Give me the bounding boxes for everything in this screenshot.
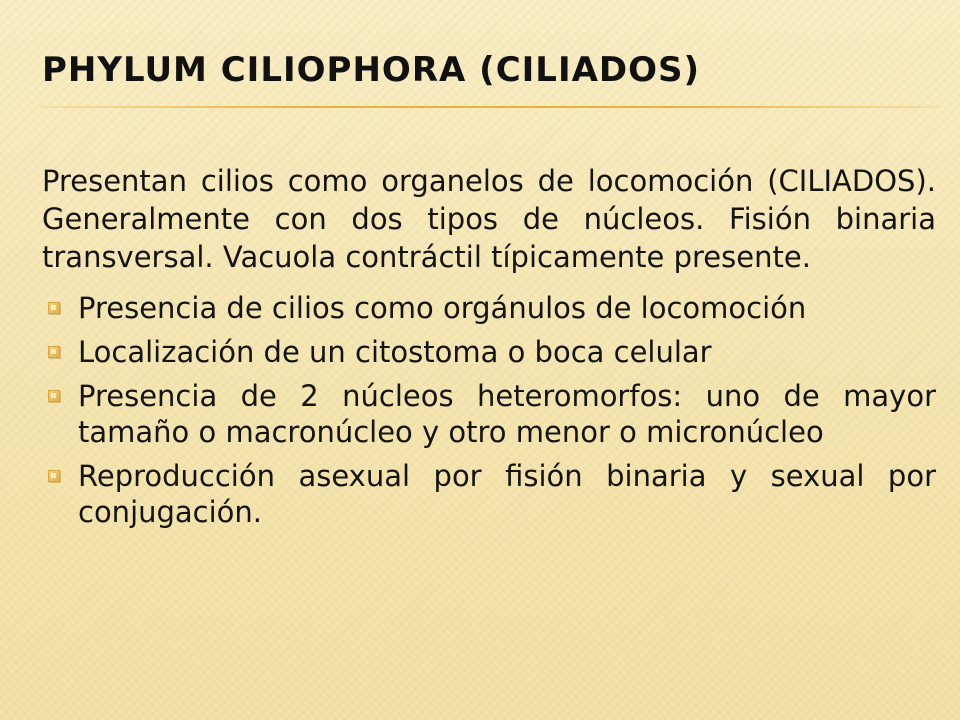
bullet-item — [42, 334, 936, 370]
bullet-text: Presencia de 2 núcleos heteromorfos: uno de mayor tamaño o macronúcleo y otro menor o micronúcleo — [78, 379, 936, 449]
square-bullet-icon — [48, 346, 60, 358]
bullet-text: Reproducción asexual por fisión binaria y sexual por conjugación. — [78, 459, 936, 529]
bullet-item — [42, 458, 936, 530]
square-bullet-icon — [48, 390, 60, 402]
bullet-item — [42, 378, 936, 450]
bullet-item — [42, 290, 936, 326]
bullet-text: Localización de un citostoma o boca celular — [78, 335, 712, 369]
slide-body — [42, 162, 936, 538]
bullet-text: Presencia de cilios como orgánulos de locomoción — [78, 291, 807, 325]
title-divider — [40, 106, 940, 108]
square-bullet-icon — [48, 302, 60, 314]
square-bullet-icon — [48, 470, 60, 482]
slide-title: PHYLUM CILIOPHORA (CILIADOS) — [42, 50, 701, 90]
intro-paragraph: Presentan cilios como organelos de locomoción (CILIADOS). Generalmente con dos tipos de núcleos. Fisión binaria transversal. Vacuola contráctil típicamente presente. — [42, 164, 936, 274]
bullet-list — [42, 290, 936, 530]
